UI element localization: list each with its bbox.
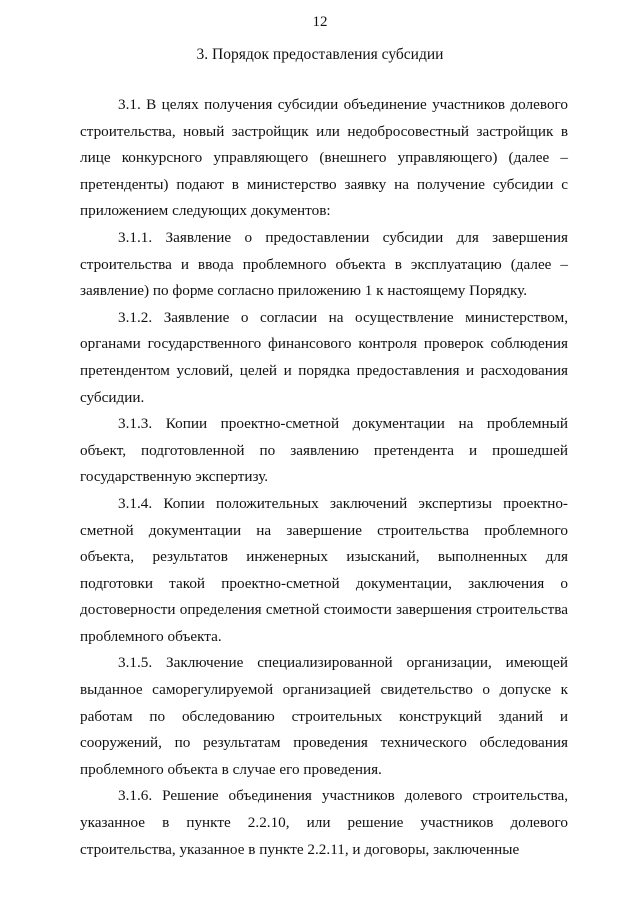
paragraph-3-1-1: 3.1.1. Заявление о предоставлении субсидии для завершения строительства и ввода проблемного объекта в эксплуатацию (далее – заявление) по форме согласно приложению 1 к настоящему Порядку. <box>80 228 568 300</box>
paragraph-3-1-2: 3.1.2. Заявление о согласии на осуществление министерством, органами государственного финансового контроля проверок соблюдения претендентом условий, целей и порядка предоставления и расходования субсидии. <box>80 308 568 406</box>
paragraph-3-1-4: 3.1.4. Копии положительных заключений экспертизы проектно-сметной документации на завершение строительства проблемного объекта, результатов инженерных изысканий, выполненных для подготовки такой проектно-сметной документации, заключения о достоверности определения сметной стоимости завершения строительства проблемного объекта. <box>80 494 568 645</box>
paragraph-3-1-6: 3.1.6. Решение объединения участников долевого строительства, указанное в пункте 2.2.10, или решение участников долевого строительства, указанное в пункте 2.2.11, и договоры, заключенные <box>80 787 568 858</box>
document-body <box>80 92 568 863</box>
section-title: 3. Порядок предоставления субсидии <box>196 46 444 63</box>
paragraph-3-1-5: 3.1.5. Заключение специализированной организации, имеющей выданное саморегулируемой организацией свидетельство о допуске к работам по обследованию строительных конструкций зданий и сооружений, по результатам проведения технического обследования проблемного объекта в случае его проведения. <box>80 654 568 778</box>
paragraph-3-1: 3.1. В целях получения субсидии объединение участников долевого строительства, новый застройщик или недобросовестный застройщик в лице конкурсного управляющего (внешнего управляющего) (далее – претенденты) подают в министерство заявку на получение субсидии с приложением следующих документов: <box>80 96 568 220</box>
page-number: 12 <box>312 14 328 30</box>
paragraph-3-1-3: 3.1.3. Копии проектно-сметной документации на проблемный объект, подготовленной по заявлению претендента и прошедшей государственную экспертизу. <box>80 415 568 486</box>
